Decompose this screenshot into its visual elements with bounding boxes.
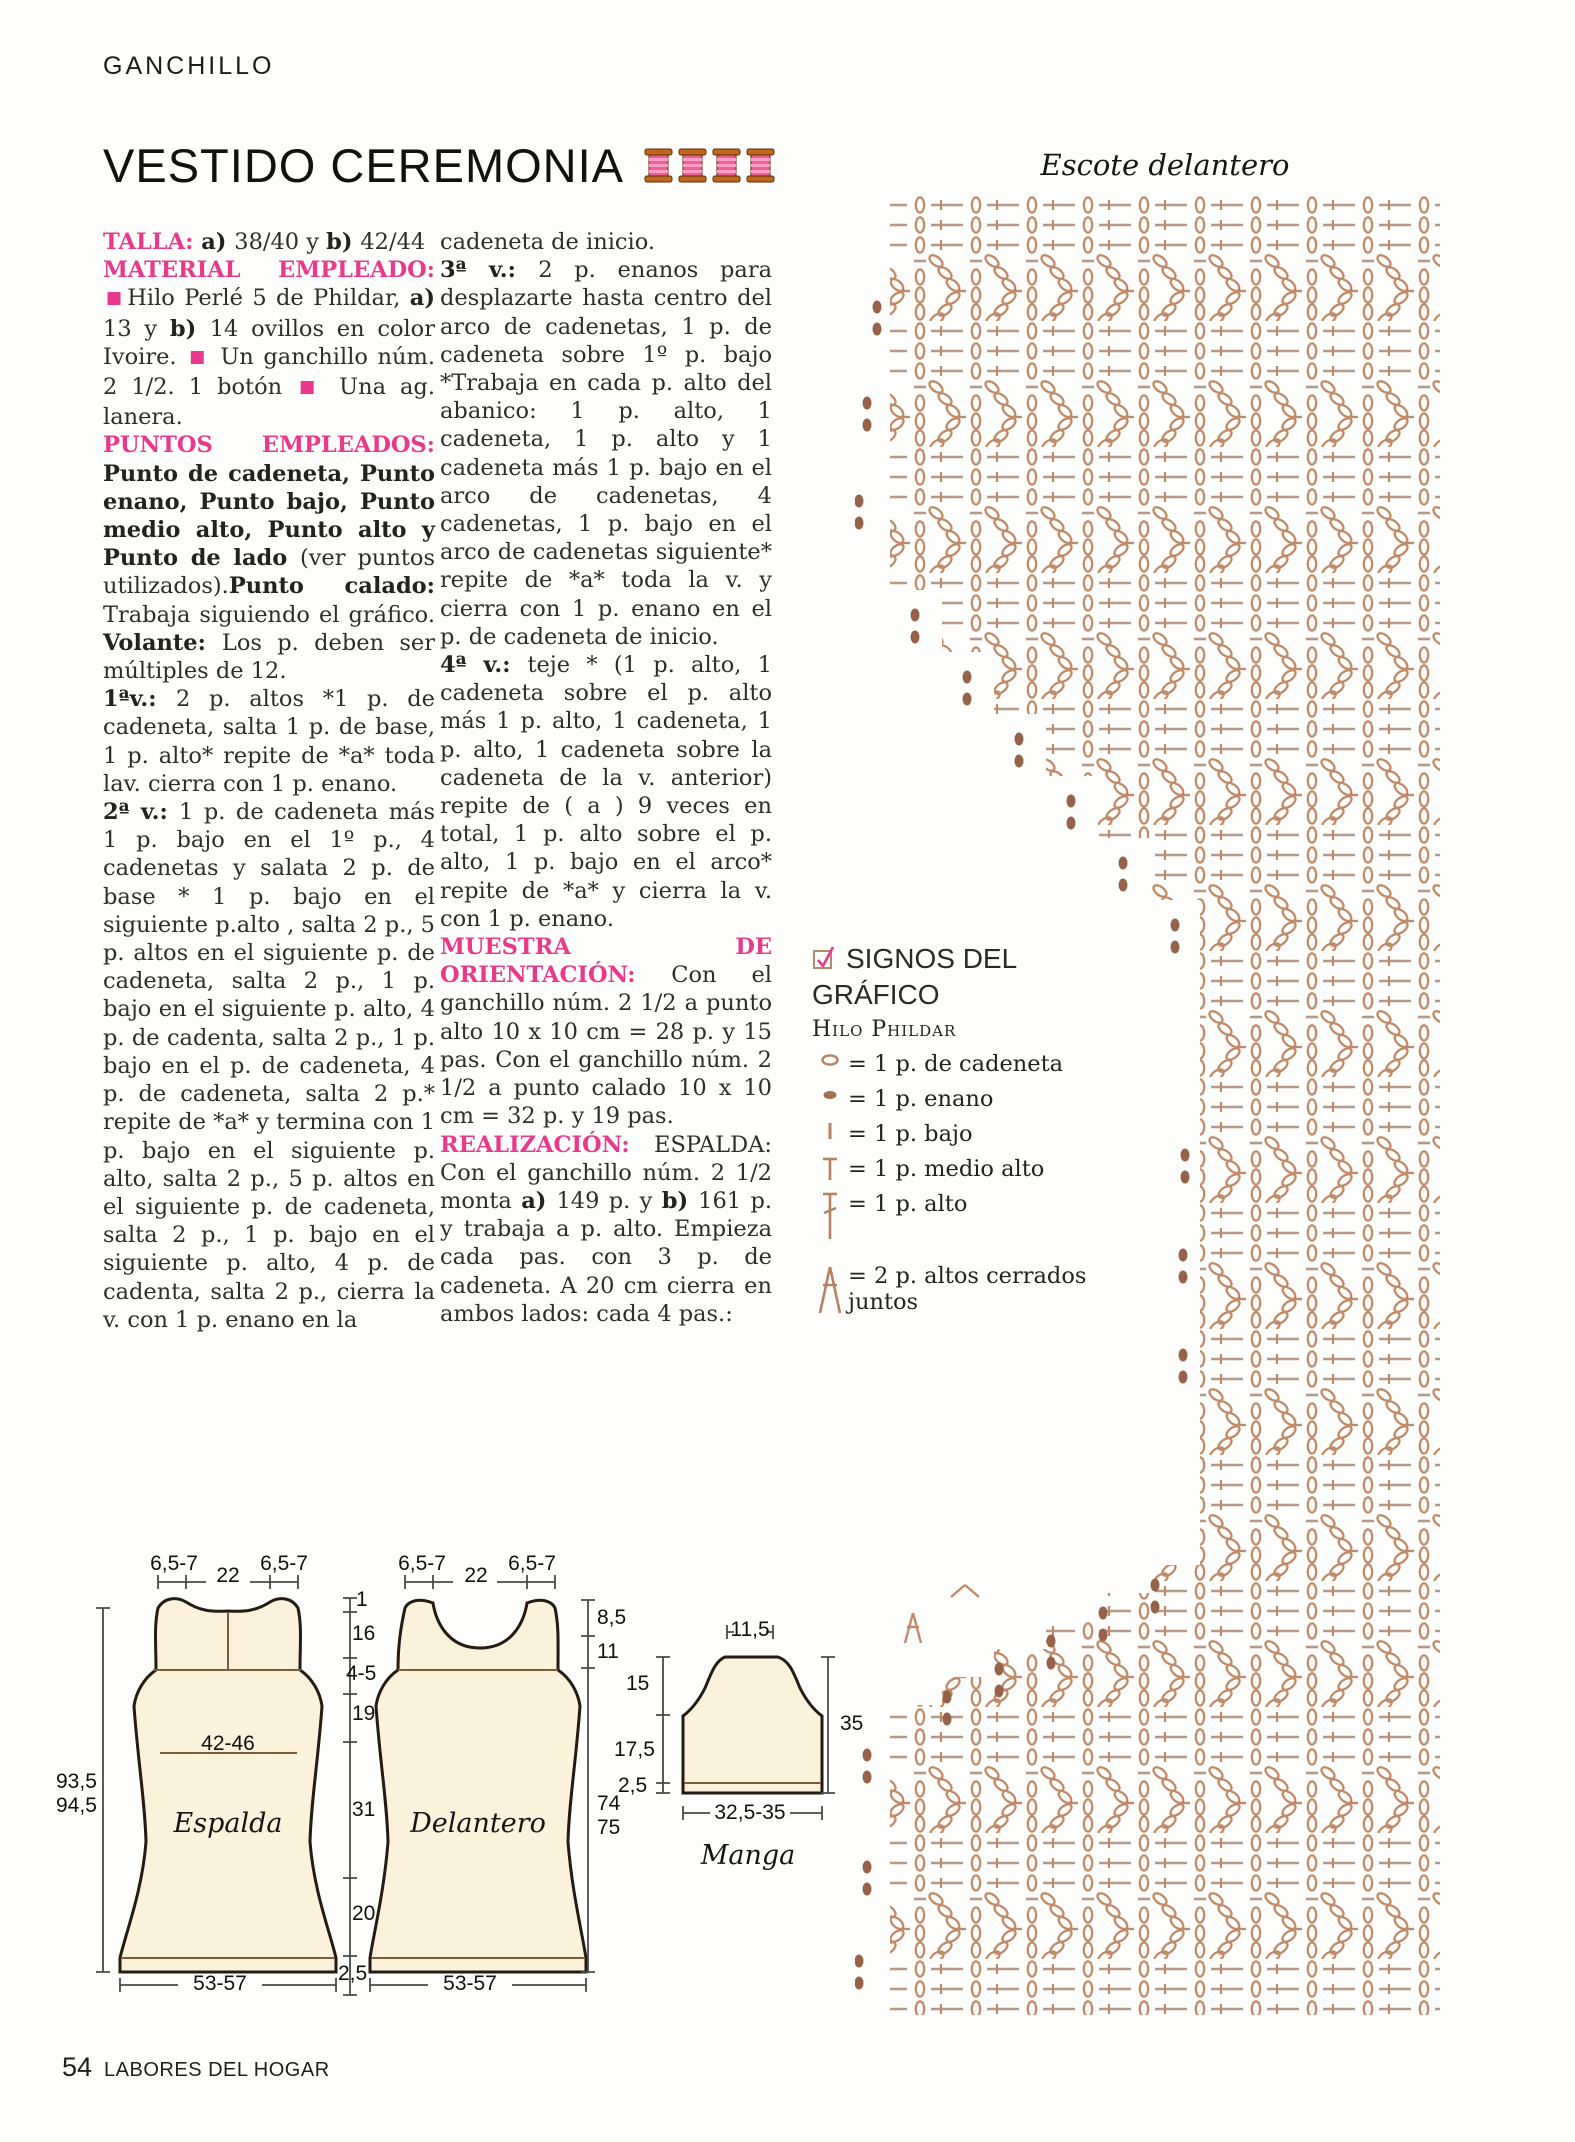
text-run: ESPALDA: Con el ganchillo núm. 2 1/2 monta xyxy=(440,1131,772,1214)
text-run: ■ xyxy=(189,346,208,367)
text-run: TALLA: xyxy=(103,229,202,255)
chain-stitch-icon xyxy=(812,1051,848,1069)
legend-title-text: SIGNOS DEL GRÁFICO xyxy=(812,943,1017,1010)
text-run: REALIZACIÓN: xyxy=(440,1131,655,1158)
instructions-column-2 xyxy=(440,228,772,1328)
mid-dim-19: 19 xyxy=(352,1702,376,1725)
mid-dim-4-5: 4-5 xyxy=(346,1662,377,1685)
legend-item-text: = 1 p. alto xyxy=(848,1191,968,1217)
delantero-shoulder-right-dim: 6,5-7 xyxy=(508,1552,556,1575)
delantero-shape xyxy=(370,1600,586,1972)
text-run: b) xyxy=(169,315,210,342)
text-run: teje * (1 p. alto, 1 cadeneta sobre el p. alto más 1 p. alto, 1 cadeneta, 1 p. alto, 1 cadeneta sobre la cadeneta de la v. anterior) repite de ( a ) 9 veces en total, 1 p. alto sobre el p. alto, 1 p. bajo en el arco* repite de *a* y cierra la v. con 1 p. enano. xyxy=(440,652,772,932)
text-run: Hilo Perlé 5 de Phildar, xyxy=(127,285,410,312)
double-crochet-icon xyxy=(812,1191,848,1241)
text-run: Volante: xyxy=(103,629,222,656)
text-run: a) xyxy=(409,285,436,312)
text-run: 14 ovillos en color Ivoire. xyxy=(103,315,435,370)
half-double-crochet-icon xyxy=(812,1156,848,1182)
manga-hem-dim: 2,5 xyxy=(618,1774,648,1797)
espalda-shoulder-right-dim: 6,5-7 xyxy=(260,1552,308,1575)
text-run: 2 p. enanos para desplazarte hasta centro del arco de cadenetas, 1 p. de cadeneta sobre 1º p. bajo *Trabaja en cada p. alto del abanico: 1 p. alto, 1 cadeneta, 1 p. alto y 1 cadeneta más 1 p. bajo en el arco de cadenetas, 4 cadenetas, 1 p. bajo en el arco de cadenetas siguiente* repite de *a* toda la v. y cierra con 1 p. enano en el p. de cadeneta de inicio. xyxy=(440,257,772,650)
text-run: Los p. deben ser múltiples de 12. xyxy=(103,629,436,685)
delantero-label: Delantero xyxy=(410,1808,546,1839)
checkbox-check-icon xyxy=(812,945,838,978)
espalda-chest-dim: 42-46 xyxy=(201,1732,255,1755)
page-footer xyxy=(62,2052,330,2083)
espalda-label: Espalda xyxy=(173,1808,283,1839)
delantero-neck-depth-dim: 8,5 xyxy=(597,1606,627,1629)
instructions-column-1 xyxy=(103,228,435,1334)
manga-height-dim: 35 xyxy=(840,1712,864,1735)
text-run: 3ª v.: xyxy=(440,257,539,284)
text-run: Punto de cadeneta, Punto enano, Punto bajo, Punto medio alto, Punto alto y Punto de lado xyxy=(103,460,435,572)
page-number: 54 xyxy=(62,2052,93,2082)
text-run: Un ganchillo núm. 2 1/2. 1 botón xyxy=(103,343,436,401)
text-run: b) xyxy=(326,229,361,255)
manga-label: Manga xyxy=(700,1840,796,1871)
legend-item-text: = 2 p. altos cerrados juntos xyxy=(848,1263,1087,1315)
mid-dim-20: 20 xyxy=(352,1902,376,1925)
legend-subtitle: Hilo Phildar xyxy=(812,1017,957,1042)
delantero-length-dim-b: 75 xyxy=(597,1816,621,1839)
text-run: cadeneta de inicio. xyxy=(440,229,656,255)
legend-item-text: = 1 p. bajo xyxy=(848,1121,973,1147)
mid-dim-16: 16 xyxy=(352,1622,376,1645)
text-run: 42/44 xyxy=(360,229,426,255)
mid-dim-2-5: 2,5 xyxy=(338,1962,368,1985)
espalda-length-dim-a: 93,5 xyxy=(56,1770,97,1793)
thread-spool-icon xyxy=(712,148,741,184)
thread-spool-icons xyxy=(644,148,775,184)
text-run: ■ xyxy=(299,377,323,398)
manga-cap-dim: 15 xyxy=(626,1672,650,1695)
two-doubles-together-icon xyxy=(812,1263,848,1317)
mid-dim-1: 1 xyxy=(356,1588,368,1611)
text-run: 2 p. altos *1 p. de cadeneta, salta 1 p. de base, 1 p. alto* repite de *a* toda lav. cierra con 1 p. enano. xyxy=(103,686,435,797)
crochet-chart-svg xyxy=(855,195,1440,2017)
manga-shape xyxy=(683,1657,822,1793)
espalda-shoulder-left-dim: 6,5-7 xyxy=(150,1552,198,1575)
text-run: 4ª v.: xyxy=(440,652,528,679)
text-run: (ver puntos utilizados). xyxy=(103,545,435,600)
legend-item-text: = 1 p. enano xyxy=(848,1086,994,1112)
text-run: Una ag. lanera. xyxy=(103,374,435,431)
legend-item-text: = 1 p. medio alto xyxy=(848,1156,1045,1182)
text-run: 161 p. y trabaja a p. alto. Empieza cada pas. con 3 p. de cadeneta. A 20 cm cierra en ambos lados: cada 4 pas.: xyxy=(440,1187,773,1327)
text-run: 38/40 y xyxy=(234,229,327,255)
delantero-shoulder-left-dim: 6,5-7 xyxy=(398,1552,446,1575)
delantero-hem-dim: 53-57 xyxy=(443,1972,497,1995)
text-run: 1ªv.: xyxy=(103,686,176,713)
delantero-length-dim-a: 74 xyxy=(597,1792,621,1815)
legend-item-text: = 1 p. de cadeneta xyxy=(848,1051,1064,1077)
delantero-drop-dim: 11 xyxy=(597,1640,619,1663)
section-label: GANCHILLO xyxy=(103,52,275,80)
delantero-neck-dim: 22 xyxy=(464,1564,488,1587)
manga-bottom-dim: 32,5-35 xyxy=(714,1801,786,1824)
text-run: b) xyxy=(661,1187,699,1214)
pattern-schematics xyxy=(55,1540,855,2020)
text-run: Trabaja siguiendo el gráfico. xyxy=(103,601,435,628)
text-run: Con el ganchillo núm. 2 1/2 a punto alto 10 x 10 cm = 28 p. y 15 pas. Con el ganchillo núm. 2 1/2 a punto calado 10 x 10 cm = 32 p. y 19 pas. xyxy=(440,962,772,1130)
chart-title: Escote delantero xyxy=(1040,148,1290,182)
text-run: 1 p. de cadeneta más 1 p. bajo en el 1º p., 4 cadenetas y salata 2 p. de base * 1 p. bajo en el siguiente p.alto , salta 2 p., 5 p. altos en el siguiente p. de cadeneta, salta 2 p., 1 p. bajo en el siguiente p. alto, 4 p. de cadenta, salta 2 p., 1 p. bajo en el p. de cadeneta, 4 p. de cadeneta, salta 2 p.* repite de *a* y termina con 1 p. bajo en el siguiente p. alto, salta 2 p., 5 p. altos en el siguiente p. de cadeneta, salta 2 p., 1 p. bajo en el siguiente p. alto, 4 p. de cadenta, salta 2 p., cierra la v. con 1 p. enano en la xyxy=(103,799,435,1333)
mid-dim-31: 31 xyxy=(352,1798,376,1821)
espalda-length-dim-b: 94,5 xyxy=(56,1794,97,1817)
text-run: a) xyxy=(201,229,235,255)
text-run: MATERIAL EMPLEADO: xyxy=(103,257,435,284)
text-run: ■ xyxy=(106,288,125,309)
text-run: 149 p. y xyxy=(556,1187,662,1214)
single-crochet-icon xyxy=(812,1121,848,1141)
manga-top-dim: 11,5 xyxy=(730,1618,770,1641)
magazine-name: LABORES DEL HOGAR xyxy=(104,2059,330,2081)
crochet-chart xyxy=(855,195,1440,2017)
text-run: 2ª v.: xyxy=(103,799,179,826)
manga-length-dim: 17,5 xyxy=(614,1738,655,1761)
espalda-neck-dim: 22 xyxy=(216,1564,240,1587)
thread-spool-icon xyxy=(746,148,775,184)
text-run: Punto calado: xyxy=(228,573,435,600)
espalda-hem-dim: 53-57 xyxy=(193,1972,247,1995)
page-title: VESTIDO CEREMONIA xyxy=(103,139,625,192)
text-run: a) xyxy=(521,1187,557,1214)
thread-spool-icon xyxy=(678,148,707,184)
text-run: PUNTOS EMPLEADOS: xyxy=(103,432,435,459)
text-run: MUESTRA DE ORIENTACIÓN: xyxy=(440,934,772,989)
text-run: 13 y xyxy=(103,315,170,342)
article-title-row xyxy=(103,138,775,193)
thread-spool-icon xyxy=(644,148,673,184)
slip-stitch-icon xyxy=(812,1086,848,1104)
